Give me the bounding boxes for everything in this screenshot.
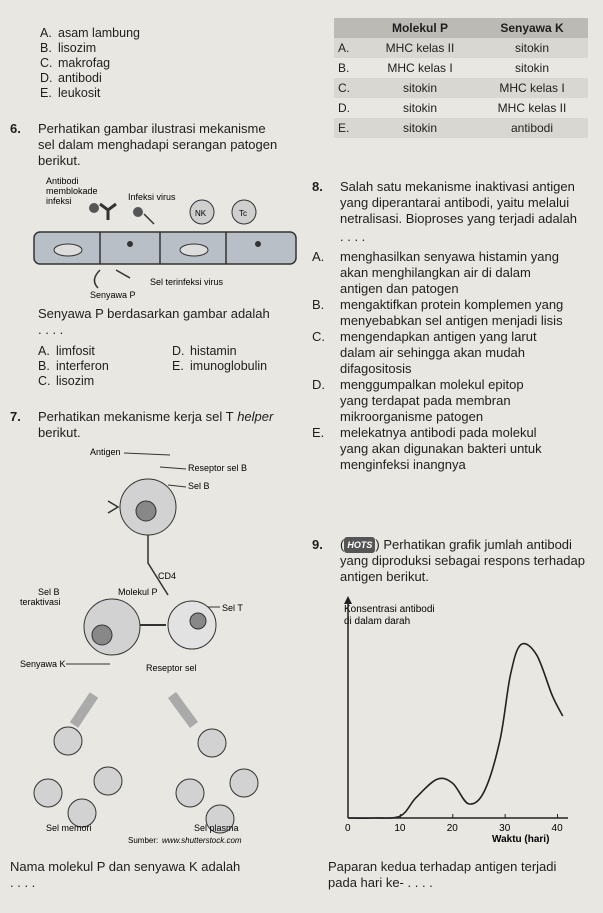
chart-x-tick-label: 20: [446, 823, 458, 834]
arrow-icon: [116, 270, 130, 278]
fig-label-infeksi-virus: Infeksi virus: [128, 192, 176, 202]
svg-text:Sel memori: Sel memori: [46, 823, 92, 833]
table-row[interactable]: A. MHC kelas II sitokin: [334, 38, 588, 58]
q9-question: Paparan kedua terhadap antigen terjadi pada hari ke- . . . .: [328, 859, 557, 890]
q8-option-d[interactable]: D. menggumpalkan molekul epitop yang terdapat pada membran mikroorganisme patogen: [312, 377, 524, 424]
q6-option-c[interactable]: C. lisozim: [38, 374, 95, 388]
q5-option-e[interactable]: E. leukosit: [40, 86, 101, 100]
svg-text:Tc: Tc: [239, 209, 247, 218]
activated-b-cell-icon: [84, 599, 140, 655]
q8-option-a[interactable]: A. menghasilkan senyawa histamin yang akan menghilangkan air di dalam antigen dan patogen: [312, 249, 559, 296]
svg-text:Reseptor sel B: Reseptor sel B: [188, 463, 248, 473]
memory-cell-icon: [94, 767, 122, 795]
hots-badge: HOTS: [344, 537, 375, 553]
q6-option-a[interactable]: A. limfosit: [38, 344, 95, 358]
q5-option-a[interactable]: A. asam lambung: [40, 26, 140, 40]
chart-xlabel: Waktu (hari): [492, 834, 550, 844]
axis-arrow-icon: [344, 596, 352, 604]
q6-options-right: [172, 344, 267, 374]
plasma-cell-icon: [198, 729, 226, 757]
antibody-chart: [334, 594, 584, 844]
svg-text:teraktivasi: teraktivasi: [20, 597, 61, 607]
q6-option-e[interactable]: E. imunoglobulin: [172, 359, 268, 373]
fig-label-infeksi: infeksi: [46, 196, 72, 206]
q8-option-c[interactable]: C. mengendapkan antigen yang larut dalam air sehingga akan mudah difagositosis: [312, 329, 537, 376]
answer-table: [334, 18, 588, 138]
svg-text:www.shutterstock.com: www.shutterstock.com: [162, 836, 242, 845]
nucleus-icon: [54, 244, 82, 256]
svg-text:CD4: CD4: [158, 571, 177, 581]
table-header: Molekul P Senyawa K: [334, 18, 588, 38]
table-row[interactable]: C. sitokin MHC kelas I: [334, 78, 588, 98]
q6-option-d[interactable]: D. histamin: [172, 344, 237, 358]
chart-ylabel-line2: di dalam darah: [344, 616, 411, 627]
svg-text:Molekul P: Molekul P: [118, 587, 158, 597]
nucleus-icon: [136, 501, 156, 521]
chart-x-tick-label: 40: [551, 823, 563, 834]
svg-text:Senyawa K: Senyawa K: [20, 659, 66, 669]
q6-options-left: [38, 344, 109, 389]
chart-x-tick-label: 10: [394, 823, 406, 834]
plasma-cell-icon: [176, 779, 204, 807]
memory-cell-icon: [34, 779, 62, 807]
chart-x-tick-label: 0: [345, 823, 351, 834]
nucleus-icon: [92, 625, 112, 645]
plasma-cell-icon: [230, 769, 258, 797]
q6-figure: [30, 174, 300, 302]
nucleus-icon: [190, 613, 206, 629]
svg-text:Reseptor sel: Reseptor sel: [146, 663, 197, 673]
chart-ylabel-line1: Konsentrasi antibodi: [344, 604, 435, 615]
chart-x-tick-label: 30: [499, 823, 511, 834]
svg-text:Sel T: Sel T: [222, 603, 243, 613]
virus-icon: [89, 203, 99, 213]
q9-stem: 9. ( HOTS ) Perhatikan grafik jumlah antibodi yang diproduksi sebagai respons terhadap antigen berikut.: [312, 537, 586, 584]
q5-option-d[interactable]: D. antibodi: [40, 71, 102, 85]
q7-figure: [0, 445, 300, 860]
arrow-icon: [172, 695, 194, 725]
svg-text:Sel B: Sel B: [38, 587, 60, 597]
q8-option-e[interactable]: E. melekatnya antibodi pada molekul yang akan digunakan bakteri untuk menginfeksi inangnya: [312, 425, 542, 472]
table-row[interactable]: B. MHC kelas I sitokin: [334, 58, 588, 78]
q7-stem: 7. Perhatikan mekanisme kerja sel T helper berikut.: [10, 409, 274, 440]
table-row[interactable]: E. sitokin antibodi: [334, 118, 588, 138]
q7-question: Nama molekul P dan senyawa K adalah . . . .: [10, 859, 241, 890]
q5-options: [40, 26, 140, 101]
q6-question: Senyawa P berdasarkan gambar adalah . . . .: [38, 306, 270, 337]
svg-text:Sel plasma: Sel plasma: [194, 823, 239, 833]
fig-label-antibodi: Antibodi: [46, 176, 79, 186]
svg-text:Sel B: Sel B: [188, 481, 210, 491]
chart-line-series: [348, 644, 563, 819]
antibody-icon: [100, 204, 116, 220]
memory-cell-icon: [54, 727, 82, 755]
nucleus-icon: [180, 244, 208, 256]
table-row[interactable]: D. sitokin MHC kelas II: [334, 98, 588, 118]
arrow-icon: [144, 214, 154, 224]
svg-text:Sumber:: Sumber:: [128, 836, 159, 845]
fig-label-sel-terinfeksi: Sel terinfeksi virus: [150, 277, 224, 287]
svg-text:Antigen: Antigen: [90, 447, 121, 457]
fig-label-memblokade: memblokade: [46, 186, 98, 196]
svg-text:NK: NK: [195, 209, 207, 218]
arrow-icon: [74, 695, 94, 725]
arrow-icon: [148, 535, 168, 595]
q8-option-b[interactable]: B. mengaktifkan protein komplemen yang menyebabkan sel antigen menjadi lisis: [312, 297, 564, 328]
virus-icon: [133, 207, 143, 217]
fig-label-senyawa-p: Senyawa P: [90, 290, 136, 300]
q5-option-b[interactable]: B. lisozim: [40, 41, 97, 55]
q6-stem: 6. Perhatikan gambar ilustrasi mekanisme sel dalam menghadapi serangan patogen berikut.: [10, 121, 278, 168]
q8-block: 8. Salah satu mekanisme inaktivasi antigen yang diperantarai antibodi, yaitu melalui netralisasi. Bioproses yang terjadi adalah . . . . A. menghasilkan senyawa histamin yang akan menghilangkan air di dalam antigen dan patogen B. mengaktifkan protein komplemen yang menyebabkan sel antigen menjadi lisis C. mengendapkan antigen yang larut dalam air sehingga akan mudah difagositosis D. menggumpalkan molekul epitop yang terdapat pada membran mikroorganisme patogen E. melekatnya antibodi pada molekul yang akan digunakan bakteri untuk menginfeksi inangnya: [312, 179, 596, 473]
q6-option-b[interactable]: B. interferon: [38, 359, 109, 373]
q5-option-c[interactable]: C. makrofag: [40, 56, 111, 70]
